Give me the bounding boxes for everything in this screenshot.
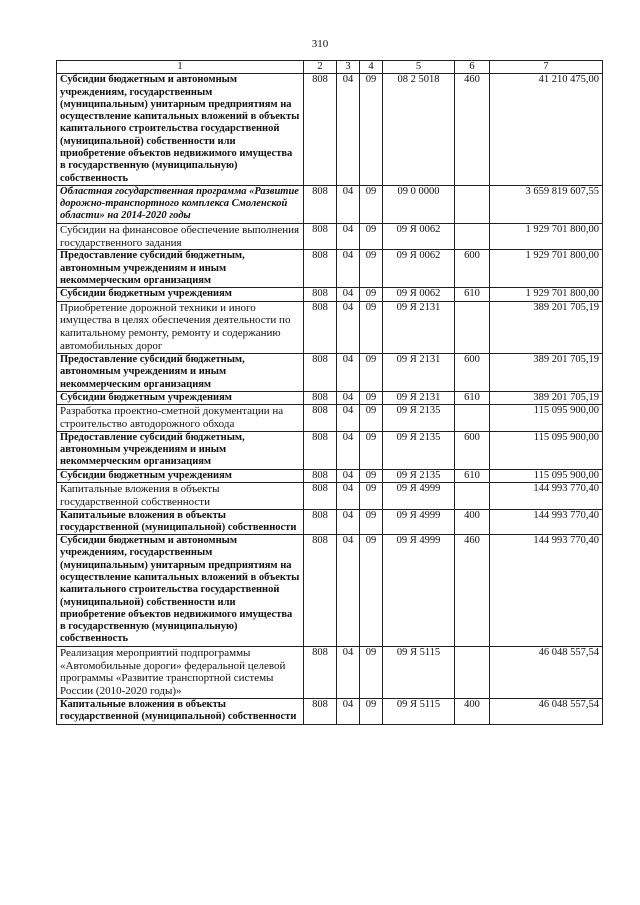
target-article-cell: 09 Я 5115 xyxy=(383,646,455,698)
row-name-cell: Субсидии бюджетным учреждениям xyxy=(57,469,304,482)
expense-type-cell: 610 xyxy=(455,391,490,404)
subsection-cell: 09 xyxy=(360,405,383,432)
admin-code-cell: 808 xyxy=(304,482,337,509)
table-row xyxy=(57,288,603,301)
target-article-cell: 09 Я 2131 xyxy=(383,391,455,404)
row-name-cell: Реализация мероприятий подпрограммы «Автомобильные дороги» федеральной целевой программы «Развитие транспортной системы России (2010-2020 годы)» xyxy=(57,646,304,698)
subsection-cell: 09 xyxy=(360,74,383,186)
admin-code-cell: 808 xyxy=(304,391,337,404)
target-article-cell: 09 Я 2131 xyxy=(383,353,455,391)
section-cell: 04 xyxy=(337,535,360,647)
subsection-cell: 09 xyxy=(360,250,383,288)
row-name-cell: Субсидии бюджетным учреждениям xyxy=(57,288,304,301)
target-article-cell: 09 0 0000 xyxy=(383,185,455,223)
amount-cell: 46 048 557,54 xyxy=(490,646,603,698)
row-name-cell: Областная государственная программа «Развитие дорожно-транспортного комплекса Смоленской области» на 2014-2020 годы xyxy=(57,185,304,223)
column-header: 4 xyxy=(360,61,383,74)
section-cell: 04 xyxy=(337,74,360,186)
expense-type-cell: 600 xyxy=(455,431,490,469)
section-cell: 04 xyxy=(337,405,360,432)
subsection-cell: 09 xyxy=(360,469,383,482)
expense-type-cell: 400 xyxy=(455,699,490,725)
subsection-cell: 09 xyxy=(360,646,383,698)
table-row xyxy=(57,250,603,288)
amount-cell: 41 210 475,00 xyxy=(490,74,603,186)
section-cell: 04 xyxy=(337,223,360,250)
table-row xyxy=(57,469,603,482)
expense-type-cell xyxy=(455,482,490,509)
table-row xyxy=(57,185,603,223)
subsection-cell: 09 xyxy=(360,223,383,250)
subsection-cell: 09 xyxy=(360,288,383,301)
expense-type-cell xyxy=(455,223,490,250)
expense-type-cell: 460 xyxy=(455,535,490,647)
admin-code-cell: 808 xyxy=(304,301,337,353)
table-row xyxy=(57,223,603,250)
amount-cell: 144 993 770,40 xyxy=(490,482,603,509)
amount-cell: 3 659 819 607,55 xyxy=(490,185,603,223)
target-article-cell: 09 Я 5115 xyxy=(383,699,455,725)
column-header: 2 xyxy=(304,61,337,74)
row-name-cell: Капитальные вложения в объекты государственной собственности xyxy=(57,482,304,509)
column-header: 1 xyxy=(57,61,304,74)
admin-code-cell: 808 xyxy=(304,535,337,647)
row-name-cell: Капитальные вложения в объекты государственной (муниципальной) собственности xyxy=(57,509,304,535)
section-cell: 04 xyxy=(337,482,360,509)
subsection-cell: 09 xyxy=(360,699,383,725)
row-name-cell: Субсидии бюджетным учреждениям xyxy=(57,391,304,404)
amount-cell: 1 929 701 800,00 xyxy=(490,250,603,288)
subsection-cell: 09 xyxy=(360,431,383,469)
admin-code-cell: 808 xyxy=(304,431,337,469)
subsection-cell: 09 xyxy=(360,391,383,404)
expense-type-cell xyxy=(455,301,490,353)
section-cell: 04 xyxy=(337,646,360,698)
amount-cell: 389 201 705,19 xyxy=(490,353,603,391)
admin-code-cell: 808 xyxy=(304,646,337,698)
subsection-cell: 09 xyxy=(360,482,383,509)
subsection-cell: 09 xyxy=(360,185,383,223)
row-name-cell: Предоставление субсидий бюджетным, автономным учреждениям и иным некоммерческим организациям xyxy=(57,431,304,469)
table-row xyxy=(57,74,603,186)
column-header: 3 xyxy=(337,61,360,74)
section-cell: 04 xyxy=(337,509,360,535)
subsection-cell: 09 xyxy=(360,509,383,535)
table-row xyxy=(57,509,603,535)
row-name-cell: Предоставление субсидий бюджетным, автономным учреждениям и иным некоммерческим организациям xyxy=(57,353,304,391)
table-row xyxy=(57,535,603,647)
target-article-cell: 09 Я 2135 xyxy=(383,405,455,432)
target-article-cell: 09 Я 0062 xyxy=(383,250,455,288)
target-article-cell: 09 Я 4999 xyxy=(383,535,455,647)
expense-type-cell xyxy=(455,405,490,432)
admin-code-cell: 808 xyxy=(304,699,337,725)
row-name-cell: Капитальные вложения в объекты государственной (муниципальной) собственности xyxy=(57,699,304,725)
section-cell: 04 xyxy=(337,699,360,725)
amount-cell: 115 095 900,00 xyxy=(490,431,603,469)
table-row xyxy=(57,431,603,469)
admin-code-cell: 808 xyxy=(304,185,337,223)
subsection-cell: 09 xyxy=(360,301,383,353)
amount-cell: 115 095 900,00 xyxy=(490,405,603,432)
target-article-cell: 09 Я 4999 xyxy=(383,482,455,509)
expense-type-cell: 400 xyxy=(455,509,490,535)
target-article-cell: 09 Я 2135 xyxy=(383,431,455,469)
admin-code-cell: 808 xyxy=(304,74,337,186)
expense-type-cell: 610 xyxy=(455,469,490,482)
expense-type-cell: 600 xyxy=(455,353,490,391)
admin-code-cell: 808 xyxy=(304,405,337,432)
section-cell: 04 xyxy=(337,250,360,288)
admin-code-cell: 808 xyxy=(304,223,337,250)
expense-type-cell xyxy=(455,185,490,223)
table-row xyxy=(57,699,603,725)
row-name-cell: Разработка проектно-сметной документации на строительство автодорожного обхода xyxy=(57,405,304,432)
column-header: 6 xyxy=(455,61,490,74)
admin-code-cell: 808 xyxy=(304,509,337,535)
section-cell: 04 xyxy=(337,469,360,482)
admin-code-cell: 808 xyxy=(304,250,337,288)
section-cell: 04 xyxy=(337,431,360,469)
column-header: 7 xyxy=(490,61,603,74)
table-row xyxy=(57,646,603,698)
target-article-cell: 09 Я 2135 xyxy=(383,469,455,482)
page-number: 310 xyxy=(311,38,329,50)
row-name-cell: Предоставление субсидий бюджетным, автономным учреждениям и иным некоммерческим организациям xyxy=(57,250,304,288)
admin-code-cell: 808 xyxy=(304,288,337,301)
row-name-cell: Субсидии бюджетным и автономным учреждениям, государственным (муниципальным) унитарным предприятиям на осуществление капитальных вложений в объекты капитального строительства государственной (муниципальной) собственности или приобретение объектов недвижимого имущества в государственную (муниципальную) собственность xyxy=(57,74,304,186)
row-name-cell: Приобретение дорожной техники и иного имущества в целях обеспечения деятельности по капитальному ремонту, ремонту и содержанию автомобильных дорог xyxy=(57,301,304,353)
expense-type-cell: 600 xyxy=(455,250,490,288)
target-article-cell: 09 Я 0062 xyxy=(383,223,455,250)
expense-type-cell: 610 xyxy=(455,288,490,301)
header-row xyxy=(57,61,603,74)
admin-code-cell: 808 xyxy=(304,353,337,391)
amount-cell: 389 201 705,19 xyxy=(490,391,603,404)
budget-table xyxy=(56,60,603,725)
table-row xyxy=(57,301,603,353)
section-cell: 04 xyxy=(337,301,360,353)
target-article-cell: 09 Я 2131 xyxy=(383,301,455,353)
amount-cell: 1 929 701 800,00 xyxy=(490,288,603,301)
subsection-cell: 09 xyxy=(360,535,383,647)
target-article-cell: 09 Я 4999 xyxy=(383,509,455,535)
table-row xyxy=(57,391,603,404)
target-article-cell: 09 Я 0062 xyxy=(383,288,455,301)
amount-cell: 144 993 770,40 xyxy=(490,535,603,647)
table-row xyxy=(57,353,603,391)
row-name-cell: Субсидии бюджетным и автономным учреждениям, государственным (муниципальным) унитарным предприятиям на осуществление капитальных вложений в объекты капитального строительства государственной (муниципальной) собственности или приобретение объектов недвижимого имущества в государственную (муниципальную) собственность xyxy=(57,535,304,647)
row-name-cell: Субсидии на финансовое обеспечение выполнения государственного задания xyxy=(57,223,304,250)
expense-type-cell xyxy=(455,646,490,698)
table-row xyxy=(57,405,603,432)
column-header: 5 xyxy=(383,61,455,74)
amount-cell: 46 048 557,54 xyxy=(490,699,603,725)
amount-cell: 144 993 770,40 xyxy=(490,509,603,535)
expense-type-cell: 460 xyxy=(455,74,490,186)
section-cell: 04 xyxy=(337,391,360,404)
subsection-cell: 09 xyxy=(360,353,383,391)
section-cell: 04 xyxy=(337,353,360,391)
amount-cell: 389 201 705,19 xyxy=(490,301,603,353)
amount-cell: 115 095 900,00 xyxy=(490,469,603,482)
table-row xyxy=(57,482,603,509)
admin-code-cell: 808 xyxy=(304,469,337,482)
target-article-cell: 08 2 5018 xyxy=(383,74,455,186)
section-cell: 04 xyxy=(337,288,360,301)
amount-cell: 1 929 701 800,00 xyxy=(490,223,603,250)
section-cell: 04 xyxy=(337,185,360,223)
